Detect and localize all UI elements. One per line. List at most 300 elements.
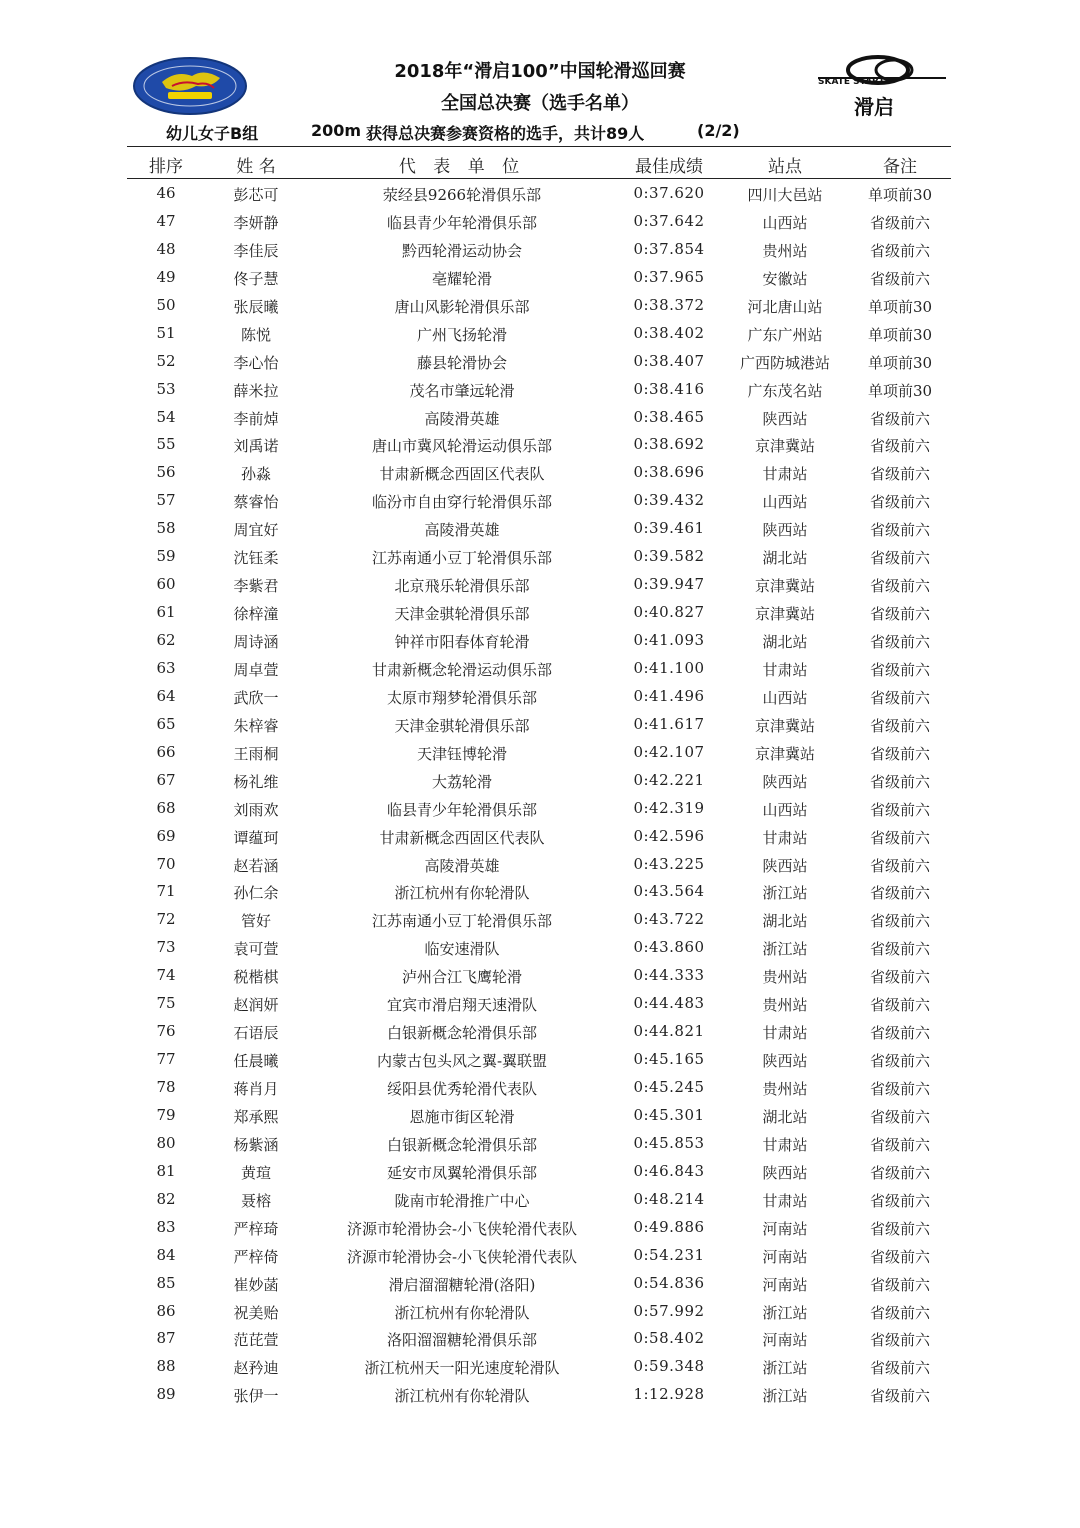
note-cell: 省级前六 (869, 716, 930, 735)
note-cell: 省级前六 (869, 241, 930, 260)
site-cell: 山西站 (762, 688, 808, 707)
rank-cell: 76 (156, 1022, 176, 1041)
table-row (127, 1073, 951, 1101)
note-cell: 省级前六 (869, 549, 930, 568)
time-cell: 0:54.836 (633, 1273, 705, 1292)
note-cell: 省级前六 (869, 884, 930, 903)
table-row (127, 1017, 951, 1045)
unit-cell: 江苏南通小豆丁轮滑俱乐部 (371, 912, 552, 931)
time-cell: 0:41.617 (633, 714, 705, 733)
table-row (127, 1129, 951, 1157)
time-cell: 0:37.854 (633, 239, 705, 258)
unit-cell: 黔西轮滑运动协会 (401, 241, 522, 260)
site-cell: 甘肃站 (762, 660, 808, 679)
unit-cell: 高陵滑英雄 (424, 856, 500, 875)
time-cell: 0:48.214 (633, 1189, 705, 1208)
name-cell: 孙淼 (240, 465, 271, 484)
table-row (127, 961, 951, 989)
rank-cell: 46 (156, 184, 176, 202)
rank-cell: 77 (156, 1050, 176, 1069)
name-cell: 周诗涵 (233, 633, 279, 651)
site-cell: 广西防城港站 (739, 353, 830, 372)
rank-cell: 75 (156, 994, 176, 1013)
rank-cell: 72 (156, 910, 176, 929)
note-cell: 省级前六 (869, 1247, 930, 1266)
unit-cell: 白银新概念轮滑俱乐部 (386, 1135, 537, 1154)
name-cell: 杨紫涵 (233, 1135, 279, 1154)
rank-cell: 71 (156, 882, 176, 901)
site-cell: 河南站 (762, 1247, 808, 1266)
rank-cell: 78 (156, 1078, 176, 1096)
note-cell: 省级前六 (869, 577, 930, 596)
document-title: 2018年“滑启100”中国轮滑巡回赛 (394, 61, 686, 82)
unit-cell: 唐山市冀风轮滑运动俱乐部 (371, 437, 552, 456)
rank-cell: 85 (156, 1273, 176, 1292)
note-cell: 省级前六 (869, 493, 930, 512)
time-cell: 0:45.165 (633, 1050, 705, 1069)
name-cell: 李紫君 (233, 577, 279, 596)
name-cell: 蔡睿怡 (233, 493, 279, 512)
name-cell: 任晨曦 (233, 1052, 279, 1071)
rank-cell: 59 (156, 547, 176, 566)
note-cell: 省级前六 (869, 1163, 930, 1182)
rank-cell: 74 (156, 966, 176, 985)
rank-cell: 64 (156, 686, 176, 705)
document-subtitle: 全国总决赛（选手名单） (441, 93, 639, 114)
rank-cell: 52 (156, 351, 176, 370)
time-cell: 0:49.886 (633, 1217, 705, 1236)
name-cell: 税楷棋 (233, 968, 279, 987)
distance: 200m (311, 121, 362, 140)
unit-cell: 钟祥市阳春体育轮滑 (394, 633, 530, 651)
site-cell: 甘肃站 (762, 828, 808, 847)
name-cell: 李心怡 (233, 353, 279, 372)
note-cell: 省级前六 (869, 968, 930, 987)
name-cell: 刘雨欢 (233, 800, 279, 819)
time-cell: 0:38.372 (633, 295, 705, 314)
unit-cell: 临县青少年轮滑俱乐部 (386, 800, 537, 819)
table-row (127, 1045, 951, 1073)
site-cell: 甘肃站 (762, 1135, 808, 1154)
time-cell: 0:44.821 (633, 1022, 705, 1041)
table-row (127, 486, 951, 514)
time-cell: 0:41.093 (633, 631, 705, 649)
table-row (127, 570, 951, 598)
note-cell: 单项前30 (867, 325, 933, 344)
note-cell: 省级前六 (869, 1080, 930, 1098)
table-row (127, 766, 951, 794)
table-row (127, 905, 951, 933)
site-cell: 浙江站 (762, 884, 808, 903)
rank-cell: 68 (156, 798, 176, 817)
name-cell: 赵若涵 (233, 856, 279, 875)
site-cell: 广东茂名站 (747, 381, 823, 400)
name-cell: 杨礼维 (233, 772, 279, 791)
brand-text: SKATE START (818, 77, 885, 87)
unit-cell: 内蒙古包头风之翼-翼联盟 (376, 1052, 548, 1071)
note-cell: 省级前六 (869, 269, 930, 288)
site-cell: 河南站 (762, 1275, 808, 1294)
unit-cell: 浙江杭州有你轮滑队 (394, 1303, 530, 1322)
name-cell: 聂榕 (240, 1191, 271, 1210)
table-row (127, 933, 951, 961)
site-cell: 京津冀站 (754, 577, 815, 596)
table-row (127, 1157, 951, 1185)
name-cell: 张伊一 (233, 1387, 279, 1406)
site-cell: 京津冀站 (754, 605, 815, 624)
time-cell: 0:43.722 (633, 910, 705, 929)
unit-cell: 洛阳溜溜糖轮滑俱乐部 (386, 1331, 537, 1350)
unit-cell: 荥经县9266轮滑俱乐部 (382, 186, 542, 204)
name-cell: 李前焯 (233, 409, 279, 428)
site-cell: 四川大邑站 (747, 186, 823, 204)
table-row (127, 1213, 951, 1241)
table-row (127, 1269, 951, 1297)
table-row (127, 1297, 951, 1325)
unit-cell: 临安速滑队 (424, 940, 500, 959)
rank-cell: 61 (156, 603, 176, 622)
note-cell: 省级前六 (869, 605, 930, 624)
name-cell: 沈钰柔 (233, 549, 279, 568)
time-cell: 0:40.827 (633, 603, 705, 622)
time-cell: 0:44.333 (633, 966, 705, 985)
time-cell: 0:38.402 (633, 323, 705, 342)
site-cell: 京津冀站 (754, 437, 815, 456)
time-cell: 0:39.947 (633, 575, 705, 594)
unit-cell: 滑启溜溜糖轮滑(洛阳) (388, 1275, 536, 1294)
table-row (127, 403, 951, 431)
name-cell: 张辰曦 (233, 297, 279, 316)
col-site-header: 站点 (768, 157, 802, 177)
site-cell: 浙江站 (762, 940, 808, 959)
name-cell: 严梓倚 (233, 1247, 279, 1266)
rank-cell: 49 (156, 267, 176, 286)
site-cell: 陕西站 (762, 856, 808, 875)
name-cell: 王雨桐 (233, 744, 279, 763)
site-cell: 陕西站 (762, 521, 808, 540)
unit-cell: 江苏南通小豆丁轮滑俱乐部 (371, 549, 552, 568)
rank-cell: 66 (156, 742, 176, 761)
unit-cell: 临县青少年轮滑俱乐部 (386, 213, 537, 232)
time-cell: 0:42.221 (633, 770, 705, 789)
time-cell: 0:43.860 (633, 938, 705, 957)
name-cell: 陈悦 (240, 325, 271, 344)
rank-cell: 60 (156, 575, 176, 594)
name-cell: 刘禹诺 (233, 437, 279, 456)
rank-cell: 86 (156, 1301, 176, 1320)
results-table (127, 179, 951, 1408)
unit-cell: 甘肃新概念西固区代表队 (379, 465, 545, 484)
name-cell: 李妍静 (233, 213, 279, 232)
site-cell: 陕西站 (762, 1052, 808, 1071)
time-cell: 0:43.225 (633, 854, 705, 873)
time-cell: 0:38.692 (633, 435, 705, 454)
unit-cell: 浙江杭州有你轮滑队 (394, 1387, 530, 1406)
note-cell: 省级前六 (869, 465, 930, 484)
table-row (127, 375, 951, 403)
rank-cell: 50 (156, 295, 176, 314)
table-row (127, 710, 951, 738)
rank-cell: 67 (156, 770, 176, 789)
table-row (127, 430, 951, 458)
rank-cell: 56 (156, 463, 176, 482)
page-indicator: (2/2) (697, 121, 740, 140)
site-cell: 甘肃站 (762, 1024, 808, 1043)
site-cell: 京津冀站 (754, 716, 815, 735)
site-cell: 湖北站 (762, 912, 808, 931)
site-cell: 京津冀站 (754, 744, 815, 763)
site-cell: 浙江站 (762, 1359, 808, 1378)
unit-cell: 泸州合江飞鹰轮滑 (401, 968, 522, 987)
table-row (127, 682, 951, 710)
unit-cell: 陇南市轮滑推广中心 (394, 1191, 530, 1210)
table-row (127, 794, 951, 822)
table-row (127, 235, 951, 263)
note-cell: 省级前六 (869, 1359, 930, 1378)
note-cell: 单项前30 (867, 297, 933, 316)
name-cell: 袁可萱 (233, 940, 279, 959)
rank-cell: 54 (156, 407, 176, 426)
time-cell: 0:44.483 (633, 994, 705, 1013)
site-cell: 浙江站 (762, 1303, 808, 1322)
name-cell: 范芘萱 (233, 1331, 279, 1350)
rank-cell: 48 (156, 239, 176, 258)
name-cell: 武欣一 (233, 688, 279, 707)
note-cell: 省级前六 (869, 912, 930, 931)
name-cell: 徐梓潼 (233, 605, 279, 624)
name-cell: 李佳辰 (233, 241, 279, 260)
table-row (127, 1185, 951, 1213)
table-row (127, 514, 951, 542)
rank-cell: 88 (156, 1357, 176, 1376)
table-row (127, 1241, 951, 1269)
note-cell: 省级前六 (869, 1135, 930, 1154)
time-cell: 0:45.301 (633, 1105, 705, 1124)
unit-cell: 宜宾市滑启翔天速滑队 (386, 996, 537, 1015)
time-cell: 1:12.928 (633, 1385, 705, 1404)
table-row (127, 207, 951, 235)
site-cell: 广东广州站 (747, 325, 823, 344)
site-cell: 河南站 (762, 1219, 808, 1238)
unit-cell: 大荔轮滑 (431, 772, 492, 791)
time-cell: 0:39.461 (633, 519, 705, 538)
time-cell: 0:38.696 (633, 463, 705, 482)
site-cell: 贵州站 (762, 968, 808, 987)
note-cell: 省级前六 (869, 633, 930, 651)
table-header (127, 150, 951, 176)
rank-cell: 63 (156, 658, 176, 677)
unit-cell: 广州飞扬轮滑 (416, 325, 507, 344)
name-cell: 赵润妍 (233, 996, 279, 1015)
unit-cell: 济源市轮滑协会-小飞侠轮滑代表队 (346, 1247, 578, 1266)
time-cell: 0:37.620 (633, 184, 705, 202)
name-cell: 赵矜迪 (233, 1359, 279, 1378)
rank-cell: 73 (156, 938, 176, 957)
unit-cell: 太原市翔梦轮滑俱乐部 (386, 688, 537, 707)
rank-cell: 82 (156, 1189, 176, 1208)
time-cell: 0:46.843 (633, 1161, 705, 1180)
name-cell: 佟子慧 (233, 269, 279, 288)
note-cell: 省级前六 (869, 409, 930, 428)
time-cell: 0:42.596 (633, 826, 705, 845)
site-cell: 浙江站 (762, 1387, 808, 1406)
site-cell: 山西站 (762, 493, 808, 512)
time-cell: 0:45.245 (633, 1078, 705, 1096)
note-cell: 省级前六 (869, 1275, 930, 1294)
table-row (127, 738, 951, 766)
note-cell: 省级前六 (869, 744, 930, 763)
time-cell: 0:38.465 (633, 407, 705, 426)
rank-cell: 69 (156, 826, 176, 845)
note-cell: 单项前30 (867, 353, 933, 372)
unit-cell: 恩施市街区轮滑 (409, 1107, 515, 1126)
note-cell: 省级前六 (869, 660, 930, 679)
col-name-header: 姓 名 (236, 157, 276, 177)
qualifier-summary: 获得总决赛参赛资格的选手，共计89人 (366, 124, 645, 143)
site-cell: 贵州站 (762, 996, 808, 1015)
group-info (0, 121, 1080, 143)
unit-cell: 高陵滑英雄 (424, 409, 500, 428)
time-cell: 0:39.432 (633, 491, 705, 510)
name-cell: 崔妙菡 (233, 1275, 279, 1294)
rank-cell: 53 (156, 379, 176, 398)
unit-cell: 白银新概念轮滑俱乐部 (386, 1024, 537, 1043)
rank-cell: 65 (156, 714, 176, 733)
table-row (127, 291, 951, 319)
site-cell: 贵州站 (762, 241, 808, 260)
unit-cell: 天津金骐轮滑俱乐部 (394, 716, 530, 735)
rank-cell: 51 (156, 323, 176, 342)
note-cell: 省级前六 (869, 1191, 930, 1210)
name-cell: 周卓萱 (233, 660, 279, 679)
note-cell: 省级前六 (869, 996, 930, 1015)
site-cell: 湖北站 (762, 1107, 808, 1126)
table-row (127, 458, 951, 486)
rank-cell: 83 (156, 1217, 176, 1236)
rank-cell: 80 (156, 1133, 176, 1152)
rank-cell: 70 (156, 854, 176, 873)
unit-cell: 浙江杭州有你轮滑队 (394, 884, 530, 903)
unit-cell: 济源市轮滑协会-小飞侠轮滑代表队 (346, 1219, 578, 1238)
note-cell: 省级前六 (869, 772, 930, 791)
time-cell: 0:39.582 (633, 547, 705, 566)
name-cell: 谭蕴珂 (233, 828, 279, 847)
time-cell: 0:37.642 (633, 211, 705, 230)
unit-cell: 天津钰博轮滑 (416, 744, 507, 763)
rank-cell: 55 (156, 435, 176, 454)
table-row (127, 850, 951, 878)
name-cell: 薛米拉 (233, 381, 279, 400)
rank-cell: 87 (156, 1329, 176, 1348)
table-row (127, 542, 951, 570)
unit-cell: 茂名市肇远轮滑 (409, 381, 515, 400)
time-cell: 0:41.496 (633, 686, 705, 705)
site-cell: 河北唐山站 (747, 297, 823, 316)
table-row (127, 877, 951, 905)
name-cell: 蒋肖月 (233, 1080, 279, 1098)
note-cell: 省级前六 (869, 1303, 930, 1322)
rank-cell: 57 (156, 491, 176, 510)
table-row (127, 822, 951, 850)
note-cell: 单项前30 (867, 381, 933, 400)
table-row (127, 263, 951, 291)
group-name: 幼儿女子B组 (166, 124, 259, 143)
name-cell: 朱梓睿 (233, 716, 279, 735)
unit-cell: 临汾市自由穿行轮滑俱乐部 (371, 493, 552, 512)
table-row (127, 1101, 951, 1129)
name-cell: 严梓琦 (233, 1219, 279, 1238)
table-row (127, 1324, 951, 1352)
table-row (127, 989, 951, 1017)
time-cell: 0:43.564 (633, 882, 705, 901)
rank-cell: 58 (156, 519, 176, 538)
unit-cell: 亳耀轮滑 (431, 269, 492, 288)
rank-cell: 81 (156, 1161, 176, 1180)
time-cell: 0:38.416 (633, 379, 705, 398)
table-row (127, 598, 951, 626)
rank-cell: 79 (156, 1105, 176, 1124)
unit-cell: 北京飛乐轮滑俱乐部 (394, 577, 530, 596)
note-cell: 省级前六 (869, 1331, 930, 1350)
note-cell: 省级前六 (869, 521, 930, 540)
note-cell: 单项前30 (867, 186, 933, 204)
time-cell: 0:54.231 (633, 1245, 705, 1264)
site-cell: 甘肃站 (762, 465, 808, 484)
site-cell: 甘肃站 (762, 1191, 808, 1210)
site-cell: 河南站 (762, 1331, 808, 1350)
name-cell: 黄瑄 (240, 1163, 271, 1182)
note-cell: 省级前六 (869, 1024, 930, 1043)
time-cell: 0:42.107 (633, 742, 705, 761)
site-cell: 山西站 (762, 800, 808, 819)
site-cell: 陕西站 (762, 1163, 808, 1182)
site-cell: 湖北站 (762, 549, 808, 568)
header-top-rule (127, 146, 951, 147)
time-cell: 0:58.402 (633, 1329, 705, 1348)
name-cell: 孙仁余 (233, 884, 279, 903)
time-cell: 0:38.407 (633, 351, 705, 370)
rank-cell: 84 (156, 1245, 176, 1264)
table-row (127, 179, 951, 207)
note-cell: 省级前六 (869, 1219, 930, 1238)
note-cell: 省级前六 (869, 1052, 930, 1071)
time-cell: 0:57.992 (633, 1301, 705, 1320)
rank-cell: 89 (156, 1385, 176, 1404)
unit-cell: 甘肃新概念轮滑运动俱乐部 (371, 660, 552, 679)
time-cell: 0:41.100 (633, 658, 705, 677)
unit-cell: 甘肃新概念西固区代表队 (379, 828, 545, 847)
unit-cell: 藤县轮滑协会 (416, 353, 507, 372)
note-cell: 省级前六 (869, 828, 930, 847)
name-cell: 周宜好 (233, 521, 279, 540)
brand-cn-text: 滑启 (854, 95, 894, 119)
table-row (127, 1352, 951, 1380)
name-cell: 石语辰 (233, 1024, 279, 1043)
table-row (127, 319, 951, 347)
site-cell: 湖北站 (762, 633, 808, 651)
unit-cell: 天津金骐轮滑俱乐部 (394, 605, 530, 624)
time-cell: 0:37.965 (633, 267, 705, 286)
note-cell: 省级前六 (869, 213, 930, 232)
table-row (127, 347, 951, 375)
note-cell: 省级前六 (869, 437, 930, 456)
unit-cell: 延安市凤翼轮滑俱乐部 (386, 1163, 537, 1182)
table-row (127, 626, 951, 654)
time-cell: 0:42.319 (633, 798, 705, 817)
site-cell: 陕西站 (762, 409, 808, 428)
note-cell: 省级前六 (869, 940, 930, 959)
site-cell: 山西站 (762, 213, 808, 232)
